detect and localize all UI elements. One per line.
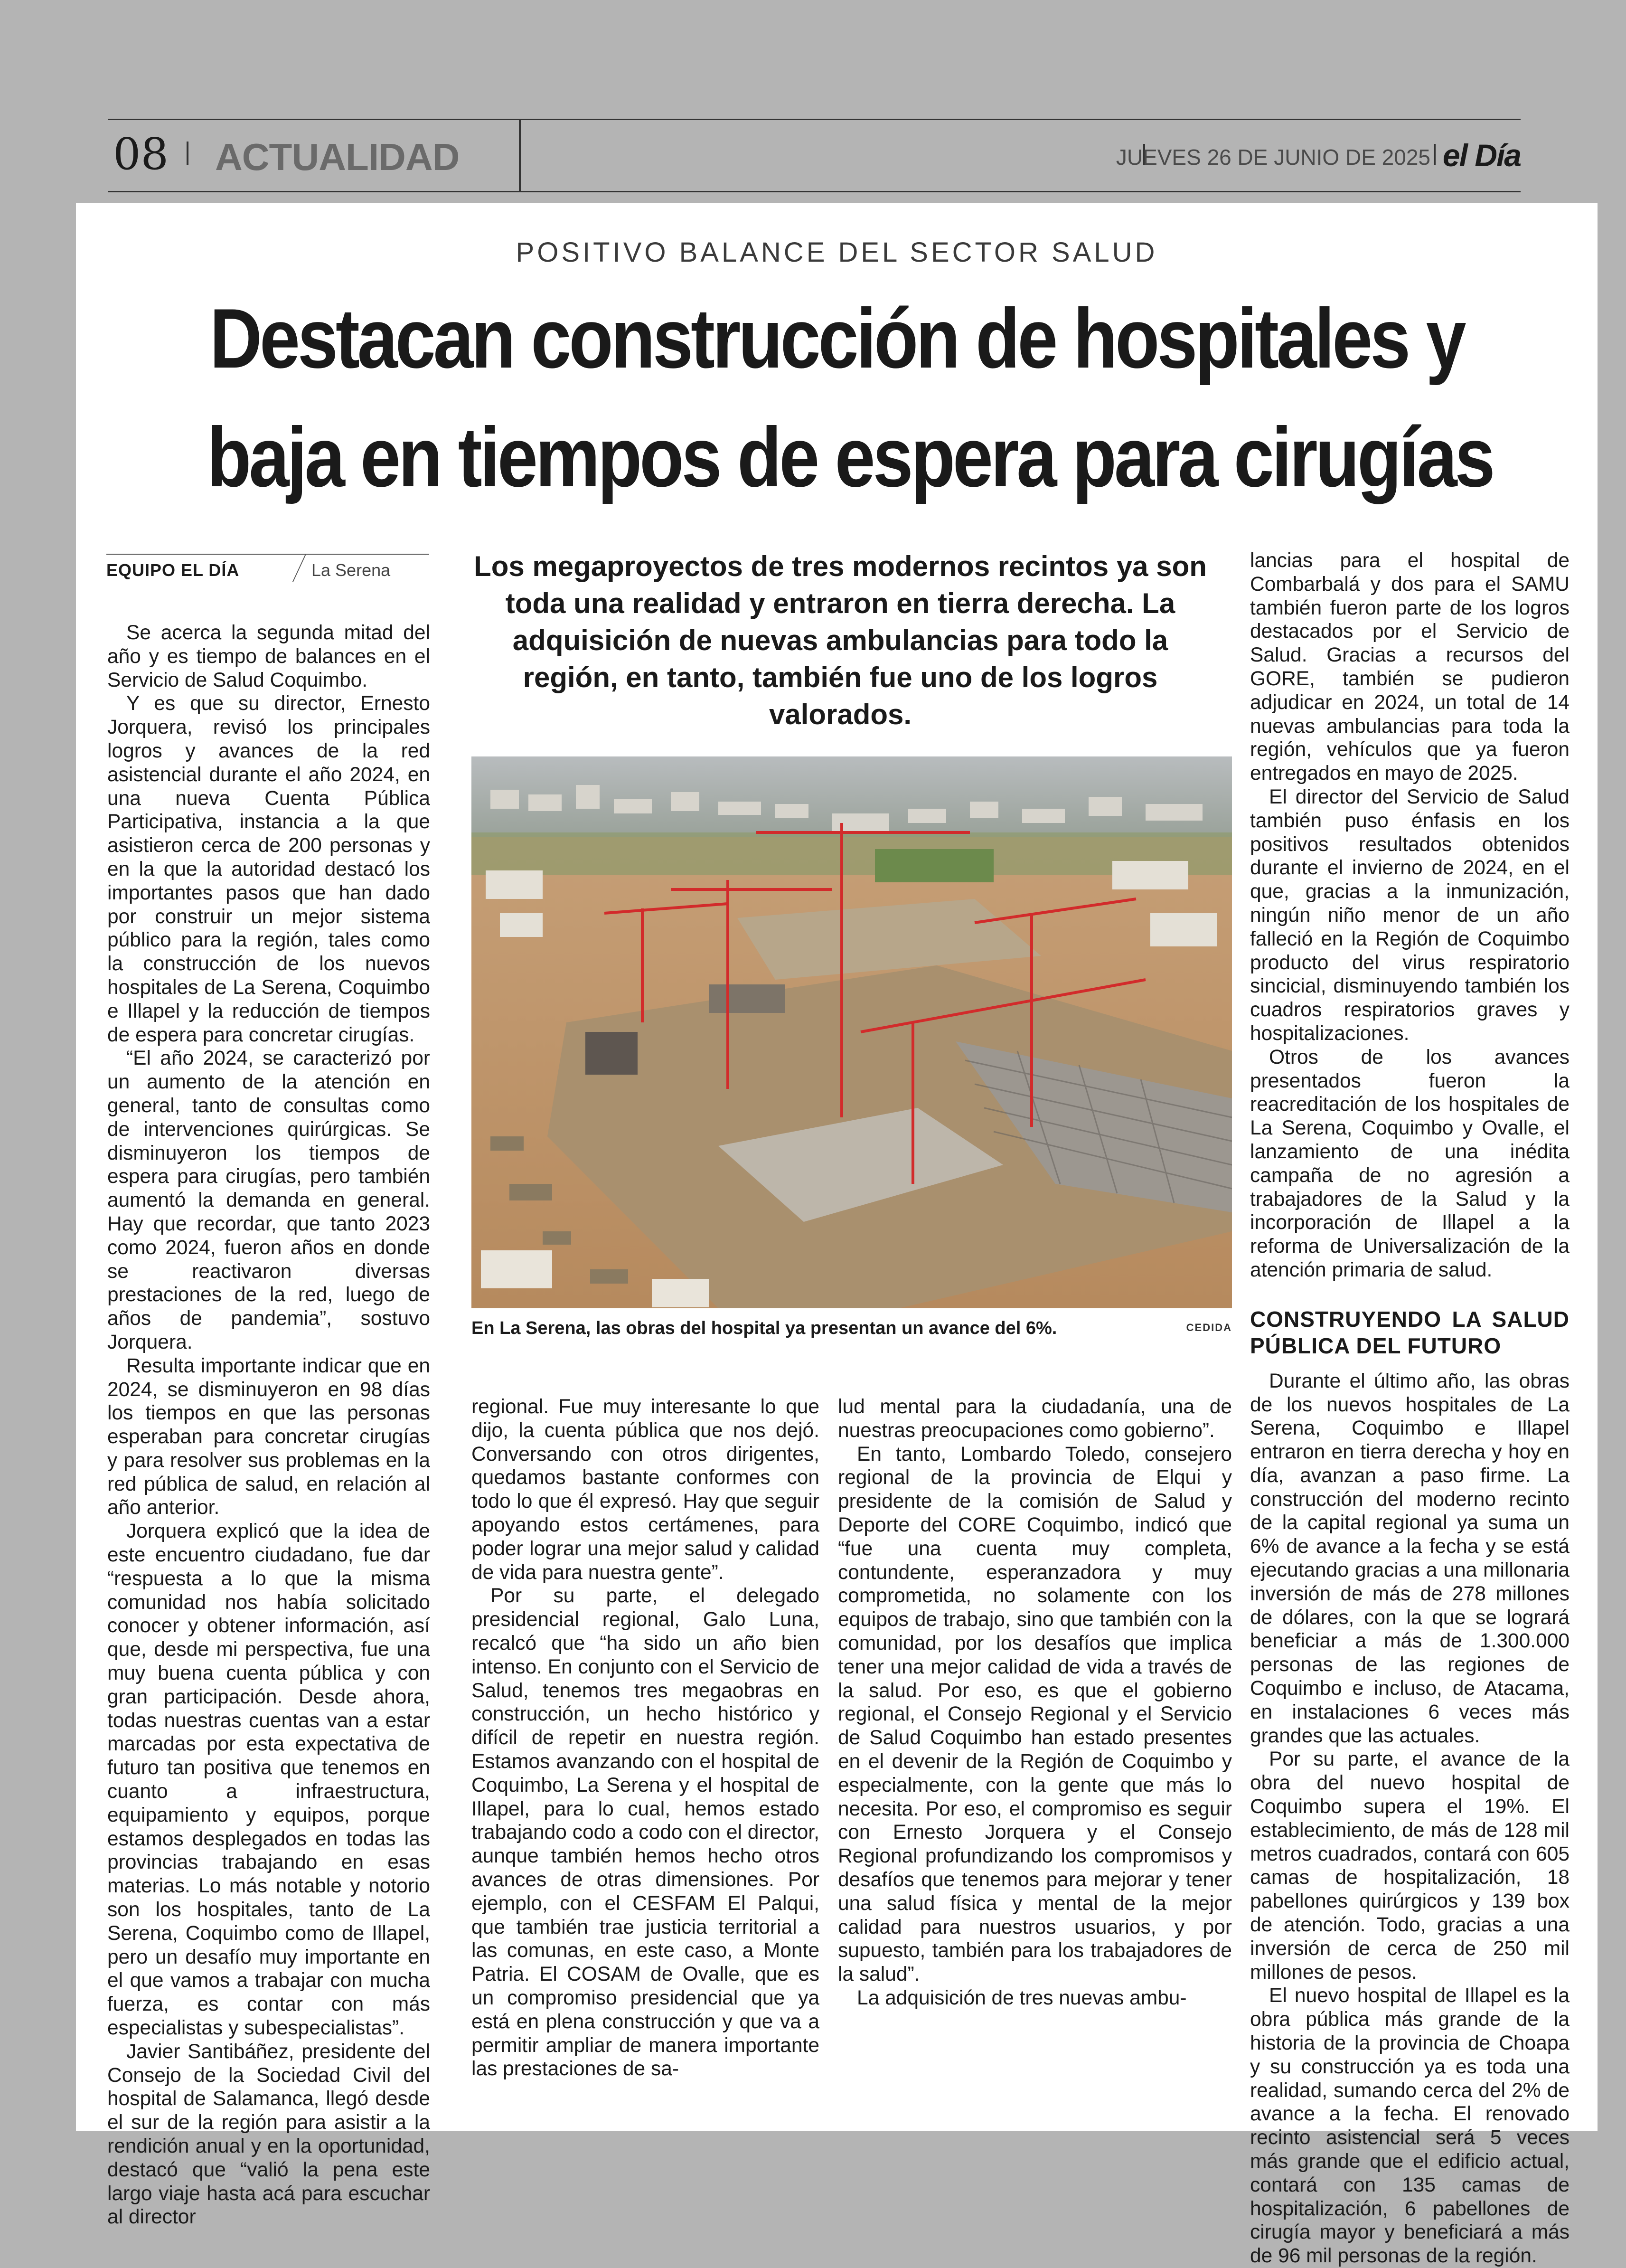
article-column-2: [471, 1395, 819, 2081]
paragraph: Por su parte, el delegado presidencial regional, Galo Luna, recalcó que “ha sido un año bien intenso. En conjunto con el Servicio de Salud, tenemos tres megaobras en construcción, un hecho histórico y difícil de repetir en nuestra región. Estamos avanzando con el hospital de Coquimbo, La Serena y el hospital de Illapel, para lo cual, hemos estado trabajando codo a codo con el director, aunque también hemos hecho otros avances de otras dimensiones. Por ejemplo, con el CESFAM El Palqui, que también trae justicia territorial a las comunas, en este caso, a Monte Patria. El COSAM de Ovalle, que es un compromiso presidencial que ya está en plena construcción y que va a permitir ampliar de manera importante las prestaciones de sa-: [471, 1585, 819, 2080]
issue-date: JUEVES 26 DE JUNIO DE 2025: [1116, 145, 1430, 170]
article-column-3: [838, 1395, 1232, 2010]
article-headline: [207, 279, 1493, 517]
paragraph: El director del Servicio de Salud también puso énfasis en los positivos resultados obtenidos durante el invierno de 2024, en el que, gracias a la inmunización, ningún niño menor de un año falleció en la Región de Coquimbo producto del virus respiratorio sincicial, disminuyendo también los cuadros respiratorios graves y hospitalizaciones.: [1250, 785, 1570, 1045]
article-kicker: POSITIVO BALANCE DEL SECTOR SALUD: [516, 237, 1158, 268]
paragraph: En tanto, Lombardo Toledo, consejero regional de la provincia de Elqui y presidente de la comisión de Salud y Deporte del CORE Coquimbo, indicó que “fue una cuenta muy completa, contundente, esperanzadora y muy comprometida, no solamente con los equipos de trabajo, sino que también con la comunidad, por los desafíos que implica tener una mejor calidad de vida a través de la salud. Por eso, es que el gobierno regional, el Consejo Regional y el Servicio de Salud Coquimbo han estado presentes en el devenir de la Región de Coquimbo y especialmente, con la gente que más lo necesita. Por eso, el compromiso es seguir con Ernesto Jorquera y el Consejo Regional profundizando los compromisos y desafíos que tenemos para mejorar y tener una salud física y mental de la mejor calidad para nuestros usuarios, y por supuesto, también para los trabajadores de la salud”.: [838, 1443, 1232, 1986]
header-divider: [1434, 144, 1436, 165]
photo-credit: CEDIDA: [1186, 1322, 1232, 1333]
paragraph: La adquisición de tres nuevas ambu-: [857, 1986, 1187, 2009]
article-column-1: [107, 621, 430, 2229]
paragraph: “El año 2024, se caracterizó por un aumento de la atención en general, tanto de consultas como de intervenciones quirúrgicas. Se disminuyeron los tiempos de espera para cirugías, pero también aumentó la demanda en general. Hay que recordar, que tanto 2023 como 2024, fueron años en donde se reactivaron diversas prestaciones de la red, luego de años de pandemia”, sostuvo Jorquera.: [107, 1047, 430, 1353]
paragraph: El nuevo hospital de Illapel es la obra pública más grande de la historia de la provincia de Choapa y su construcción ya es toda una realidad, sumando cerca del 2% de avance a la fecha. El renovado recinto asistencial será 5 veces más grande que el edificio actual, contará con 135 camas de hospitalización, 6 pabellones de cirugía mayor y beneficiará a más de 96 mil personas de la región.: [1250, 1984, 1570, 2268]
section-title: ACTUALIDAD: [215, 136, 460, 178]
header-divider: [519, 120, 521, 192]
photo-caption: En La Serena, las obras del hospital ya presentan un avance del 6%.: [471, 1318, 1057, 1338]
paragraph: Javier Santibáñez, presidente del Consejo de la Sociedad Civil del hospital de Salamanca, llegó desde el sur de la región para asistir a la rendición anual y en la oportunidad, destacó que “valió la pena este largo viaje hasta acá para escuchar al director: [107, 2040, 430, 2229]
article-column-4: [1250, 549, 1570, 2268]
paragraph: Otros de los avances presentados fueron la reacreditación de los hospitales de La Serena, Coquimbo y Ovalle, el lanzamiento de una inédita campaña de no agresión a trabajadores de la Salud y la incorporación de Illapel a la reforma de Universalización de la atención primaria de salud.: [1250, 1046, 1570, 1281]
article-lede: Los megaproyectos de tres modernos recintos ya son toda una realidad y entraron en tierra derecha. La adquisición de nuevas ambulancias para todo la región, en tanto, también fue uno de los logros valorados.: [474, 550, 1207, 730]
headline-line: baja en tiempos de espera para cirugías: [207, 410, 1493, 504]
construction-site-photo: [471, 756, 1232, 1308]
paragraph: lancias para el hospital de Combarbalá y dos para el SAMU también fueron parte de los logros destacados por el Servicio de Salud. Gracias a recursos del GORE, también se pudieron adjudicar en 2024, un total de 14 nuevas ambulancias para toda la región, vehículos que ya fueron entregados en mayo de 2025.: [1250, 549, 1570, 785]
paragraph: Se acerca la segunda mitad del año y es tiempo de balances en el Servicio de Salud Coquimbo.: [107, 622, 430, 691]
construction-site-illustration: [471, 756, 1232, 1308]
paragraph: Durante el último año, las obras de los nuevos hospitales de La Serena, Coquimbo e Illapel entraron en tierra derecha y hoy en día, avanzan a paso firme. La construcción del moderno recinto de la capital regional ya suma un 6% de avance a la fecha y se está ejecutando gracias a una millonaria inversión de más de 278 millones de dólares, con la que se logrará beneficiar a más de 1.300.000 personas de las regiones de Coquimbo e incluso, de Atacama, en instalaciones 6 veces más grandes que las actuales.: [1250, 1370, 1570, 1747]
page-number: 08: [113, 129, 169, 180]
paragraph: Por su parte, el avance de la obra del nuevo hospital de Coquimbo supera el 19%. El establecimiento, de más de 128 mil metros cuadrados, contará con 605 camas de hospitalización, 18 pabellones quirúrgicos y 139 box de atención. Todo, gracias a una inversión de cerca de 250 mil millones de pesos.: [1250, 1748, 1570, 1984]
newspaper-logo: el Día: [1442, 138, 1521, 173]
byline: [106, 554, 429, 578]
paragraph: lud mental para la ciudadanía, una de nuestras preocupaciones como gobierno”.: [838, 1396, 1232, 1442]
article-page: [76, 203, 1598, 2268]
byline-location: La Serena: [311, 560, 391, 580]
paragraph: Y es que su director, Ernesto Jorquera, revisó los principales logros y avances de la red asistencial durante el año 2024, en una nueva Cuenta Pública Participativa, instancia a la que asistieron cerca de 200 personas y en la que la autoridad destacó los importantes pasos que han dado por construir un mejor sistema público para la región, tales como la construcción de los nuevos hospitales de La Serena, Coquimbo e Illapel y la reducción de tiempos de espera para concretar cirugías.: [107, 692, 430, 1046]
header-divider: [187, 142, 188, 165]
byline-author: EQUIPO EL DÍA: [106, 560, 240, 580]
paragraph: regional. Fue muy interesante lo que dijo, la cuenta pública que nos dejó. Conversando con otros dirigentes, quedamos bastante conformes con todo lo que él expresó. Hay que seguir apoyando estos certámenes, para poder lograr una mejor salud y calidad de vida para nuestra gente”.: [471, 1396, 819, 1584]
paragraph: Jorquera explicó que la idea de este encuentro ciudadano, fue dar “respuesta a lo que la misma comunidad nos había solicitado conocer y obtener información, así que, desde mi perspectiva, fue una muy buena cuenta pública y con gran participación. Desde ahora, todas nuestras cuentas van a estar marcadas por esta expectativa de futuro tan positiva que tenemos en cuanto a infraestructura, equipamiento y equipos, porque estamos desplegados en todas las provincias trabajando en esas materias. Lo más notable y notorio son los hospitales, tanto de La Serena, Coquimbo como de Illapel, pero un desafío muy importante en el que vamos a trabajar con mucha fuerza, es contar con más especialistas y subespecialistas”.: [107, 1520, 430, 2040]
paragraph: Resulta importante indicar que en 2024, se disminuyeron en 98 días los tiempos en que las personas esperaban para concretar cirugías y para resolver sus problemas en la red pública de salud, en relación al año anterior.: [107, 1354, 430, 1519]
section-subhead: CONSTRUYENDO LA SALUD PÚBLICA DEL FUTURO: [1250, 1306, 1570, 1358]
headline-line: Destacan construcción de hospitales y: [209, 291, 1464, 386]
page-header: [108, 119, 1521, 192]
byline-divider: [292, 555, 306, 582]
